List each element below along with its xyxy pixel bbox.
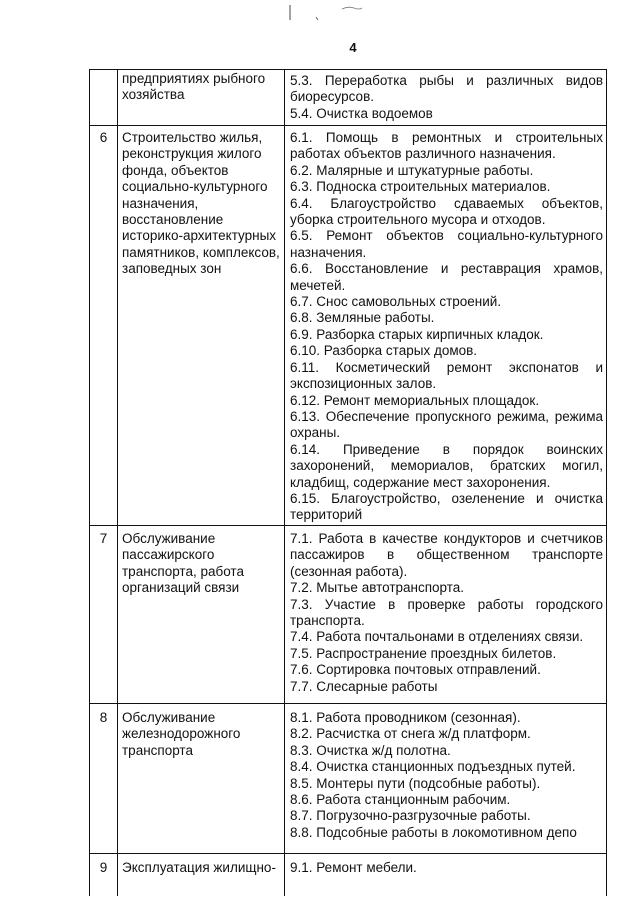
handwritten-mark — [282, 2, 362, 24]
row-number-cell — [90, 126, 118, 526]
row-number: 8 — [99, 710, 108, 725]
activity-area: Обслуживание железнодорожного транспорта — [122, 710, 241, 758]
job-item: 6.13. Обеспечение пропускного режима, режима охраны. — [290, 408, 603, 441]
job-list-cell — [285, 70, 607, 126]
job-item: 6.9. Разборка старых кирпичных кладок. — [290, 326, 544, 342]
activity-area: Обслуживание пассажирского транспорта, работа организаций связи — [122, 531, 244, 596]
activity-area: Строительство жилья, реконструкция жилого фонда, объектов социально-культурного назначения, восстановление историко-архитектурных памятников, комплексов, заповедных зон — [122, 130, 280, 277]
activity-area-cell — [118, 70, 285, 126]
job-list-cell — [285, 854, 607, 897]
job-item: 6.14. Приведение в порядок воинских захоронений, мемориалов, братских могил, кладбищ, содержание мест захоронения. — [290, 441, 603, 490]
table-row — [90, 526, 607, 704]
activity-area-cell — [118, 704, 285, 854]
job-item: 9.1. Ремонт мебели. — [290, 860, 417, 875]
job-item: 7.3. Участие в проверке работы городского транспорта. — [290, 596, 603, 629]
table-row — [90, 70, 607, 126]
job-item: 6.11. Косметический ремонт экспонатов и экспозиционных залов. — [290, 359, 603, 392]
activity-area: предприятиях рыбного хозяйства — [122, 71, 266, 103]
job-item: 6.3. Подноска строительных материалов. — [290, 179, 551, 195]
job-item: 7.4. Работа почтальонами в отделениях связи. — [290, 629, 584, 645]
row-number-cell — [90, 704, 118, 854]
table-row — [90, 126, 607, 526]
row-number: 9 — [99, 860, 108, 875]
activity-area: Эксплуатация жилищно- — [122, 860, 276, 875]
job-item: 7.1. Работа в качестве кондукторов и счетчиков пассажиров в общественном транспорте (сезонная работа). — [290, 531, 603, 579]
row-number: 7 — [99, 531, 108, 546]
job-item: 8.8. Подсобные работы в локомотивном депо — [290, 824, 577, 840]
page-number: 4 — [349, 40, 357, 55]
job-item: 8.7. Погрузочно-разгрузочные работы. — [290, 808, 531, 824]
job-item: 6.8. Земляные работы. — [290, 310, 435, 326]
job-list-cell — [285, 126, 607, 526]
row-number-cell — [90, 854, 118, 897]
activity-area-cell — [118, 126, 285, 526]
job-item: 7.7. Слесарные работы — [290, 678, 438, 694]
job-item: 8.2. Расчистка от снега ж/д платформ. — [290, 726, 531, 742]
job-item: 8.3. Очистка ж/д полотна. — [290, 742, 451, 758]
job-item: 6.12. Ремонт мемориальных площадок. — [290, 392, 540, 408]
activity-table — [89, 69, 607, 896]
job-item: 7.5. Распространение проездных билетов. — [290, 645, 557, 661]
activity-area-cell — [118, 854, 285, 897]
job-item: 8.6. Работа станционным рабочим. — [290, 792, 511, 808]
job-list-cell — [285, 704, 607, 854]
job-item: 7.6. Сортировка почтовых отправлений. — [290, 662, 541, 678]
row-number: 6 — [99, 130, 108, 145]
job-item: 6.1. Помощь в ремонтных и строительных работах объектов различного назначения. — [290, 130, 603, 162]
job-item: 6.5. Ремонт объектов социально-культурного назначения. — [290, 228, 603, 260]
table-row — [90, 854, 607, 897]
job-item: 6.4. Благоустройство сдаваемых объектов, уборка строительного мусора и отходов. — [290, 195, 603, 228]
job-item: 5.4. Очистка водоемов — [290, 105, 433, 121]
job-item: 6.6. Восстановление и реставрация храмов, мечетей. — [290, 261, 603, 293]
activity-area-cell — [118, 526, 285, 704]
job-item: 7.2. Мытье автотранспорта. — [290, 580, 465, 596]
job-item: 8.1. Работа проводником (сезонная). — [290, 710, 521, 725]
row-number-cell — [90, 526, 118, 704]
job-item: 8.4. Очистка станционных подъездных путей. — [290, 759, 576, 775]
job-item: 5.3. Переработка рыбы и различных видов биоресурсов. — [290, 73, 603, 105]
row-number-cell — [90, 70, 118, 126]
table-row — [90, 704, 607, 854]
job-item: 6.10. Разборка старых домов. — [290, 343, 478, 359]
job-item: 6.15. Благоустройство, озеленение и очистка территорий — [290, 490, 603, 523]
row-number — [90, 70, 117, 71]
job-item: 6.7. Снос самовольных строений. — [290, 294, 502, 310]
job-item: 6.2. Малярные и штукатурные работы. — [290, 162, 534, 178]
job-item: 8.5. Монтеры пути (подсобные работы). — [290, 775, 541, 791]
job-list-cell — [285, 526, 607, 704]
